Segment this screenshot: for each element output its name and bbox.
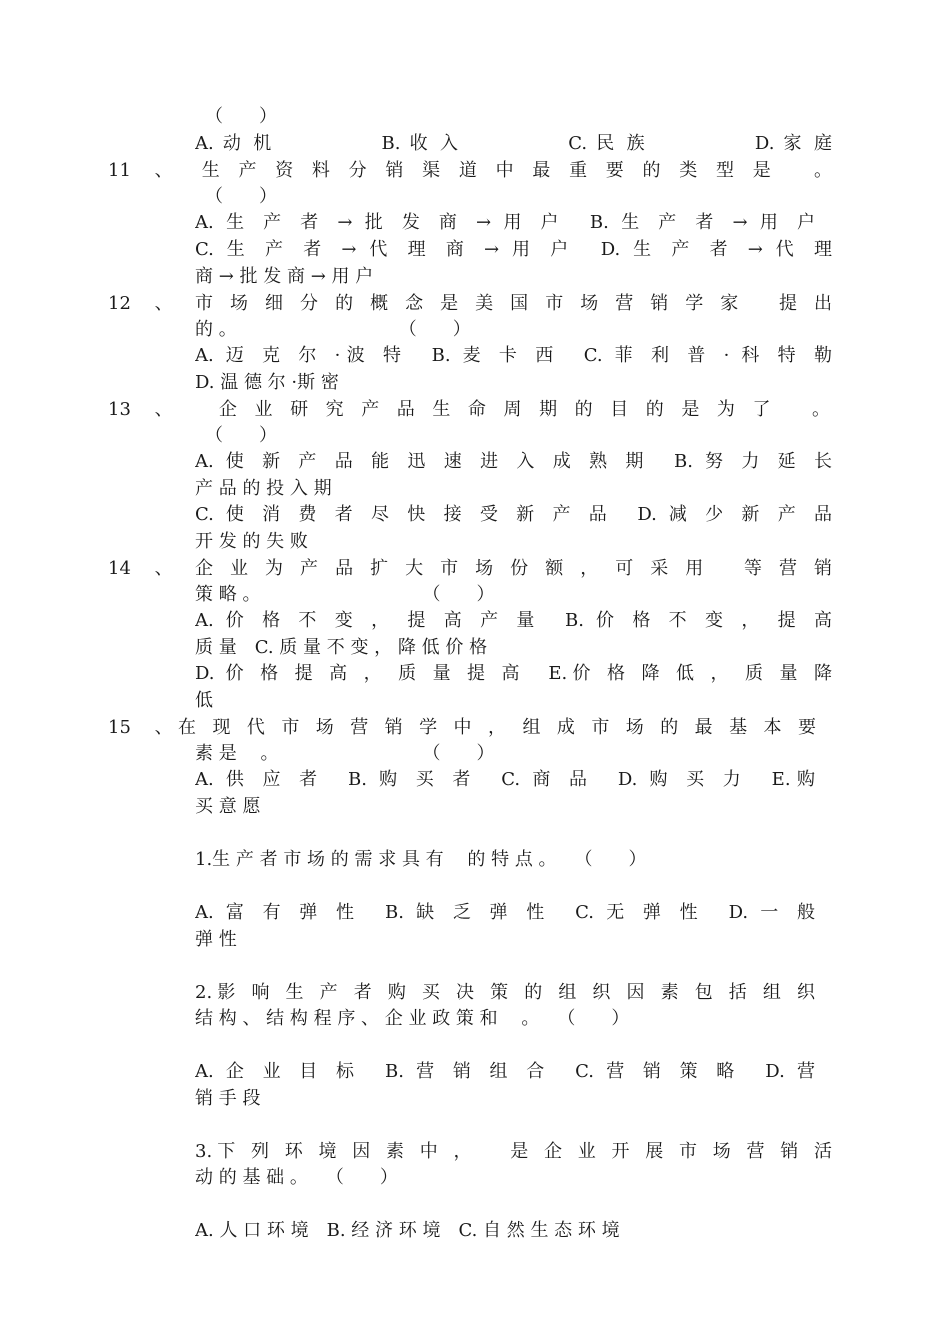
- question-number-12: 12 、: [108, 293, 173, 314]
- options-line: C. 生 产 者 → 代 理 商 → 用 户 D. 生 产 者 → 代 理: [195, 239, 832, 260]
- options-line: 销 手 段: [195, 1088, 261, 1109]
- question-11-text: 生 产 资 料 分 销 渠 道 中 最 重 要 的 类 型 是 。: [165, 160, 832, 181]
- question-1-text: 1.生 产 者 市 场 的 需 求 具 有 的 特 点 。 （ ）: [195, 849, 647, 870]
- question-number-13: 13 、: [108, 399, 173, 420]
- question-2-text-cont: 结 构 、 结 构 程 序 、 企 业 政 策 和 。 （ ）: [195, 1008, 630, 1029]
- options-line: C. 使 消 费 者 尽 快 接 受 新 产 品 D. 减 少 新 产 品: [195, 504, 832, 525]
- question-3-text: 3.下 列 环 境 因 素 中 ， 是 企 业 开 展 市 场 营 销 活: [195, 1141, 832, 1162]
- options-line: 开 发 的 失 败: [195, 531, 308, 552]
- options-line: A. 价 格 不 变 ， 提 高 产 量 B. 价 格 不 变 ， 提 高: [195, 610, 832, 631]
- options-line: A. 企 业 目 标 B. 营 销 组 合 C. 营 销 策 略 D. 营: [195, 1061, 815, 1082]
- options-line: A. 迈 克 尔 ·波 特 B. 麦 卡 西 C. 菲 利 普 · 科 特 勒: [195, 345, 832, 366]
- question-12-text: 市 场 细 分 的 概 念 是 美 国 市 场 营 销 学 家 提 出: [195, 293, 832, 314]
- options-line: A. 生 产 者 → 批 发 商 → 用 户 B. 生 产 者 → 用 户: [195, 212, 815, 233]
- answer-bracket: （ ）: [205, 425, 277, 446]
- question-number-15: 15 、: [108, 717, 173, 738]
- question-number-14: 14 、: [108, 558, 173, 579]
- answer-bracket: （ ）: [205, 106, 277, 127]
- question-14-text: 企 业 为 产 品 扩 大 市 场 份 额 ， 可 采 用 等 营 销: [195, 558, 832, 579]
- question-15-text-cont: 素 是 。 （ ）: [195, 743, 495, 764]
- question-2-text: 2.影 响 生 产 者 购 买 决 策 的 组 织 因 素 包 括 组 织: [195, 982, 815, 1003]
- question-3-text-cont: 动 的 基 础 。 （ ）: [195, 1167, 398, 1188]
- question-12-text-cont: 的 。 （ ）: [195, 319, 471, 340]
- options-line: 商 → 批 发 商 → 用 户: [195, 266, 374, 287]
- options-line: 弹 性: [195, 929, 237, 950]
- question-number-11: 11 、: [108, 160, 173, 181]
- options-line: D. 温 德 尔 ·斯 密: [195, 372, 339, 393]
- question-14-text-cont: 策 略 。 （ ）: [195, 584, 495, 605]
- options-line: 低: [195, 690, 213, 711]
- answer-bracket: （ ）: [205, 186, 277, 207]
- options-line: 质 量 C. 质 量 不 变 ， 降 低 价 格: [195, 637, 488, 658]
- options-line: D. 价 格 提 高 ， 质 量 提 高 E.价 格 降 低 ， 质 量 降: [195, 663, 832, 684]
- question-15-text: 在 现 代 市 场 营 销 学 中 ， 组 成 市 场 的 最 基 本 要: [178, 717, 816, 738]
- options-line: A. 使 新 产 品 能 迅 速 进 入 成 熟 期 B. 努 力 延 长: [195, 451, 832, 472]
- options-line: A. 人 口 环 境 B. 经 济 环 境 C. 自 然 生 态 环 境: [195, 1220, 620, 1241]
- options-line: 产 品 的 投 入 期: [195, 478, 332, 499]
- options-line: 买 意 愿: [195, 796, 261, 817]
- options-line: A. 富 有 弹 性 B. 缺 乏 弹 性 C. 无 弹 性 D. 一 般: [195, 902, 815, 923]
- options-line: A. 供 应 者 B. 购 买 者 C. 商 品 D. 购 买 力 E.购: [195, 769, 815, 790]
- options-line: A. 动 机 B. 收 入 C. 民 族 D. 家 庭: [195, 133, 832, 154]
- question-13-text: 企 业 研 究 产 品 生 命 周 期 的 目 的 是 为 了 。: [195, 399, 830, 420]
